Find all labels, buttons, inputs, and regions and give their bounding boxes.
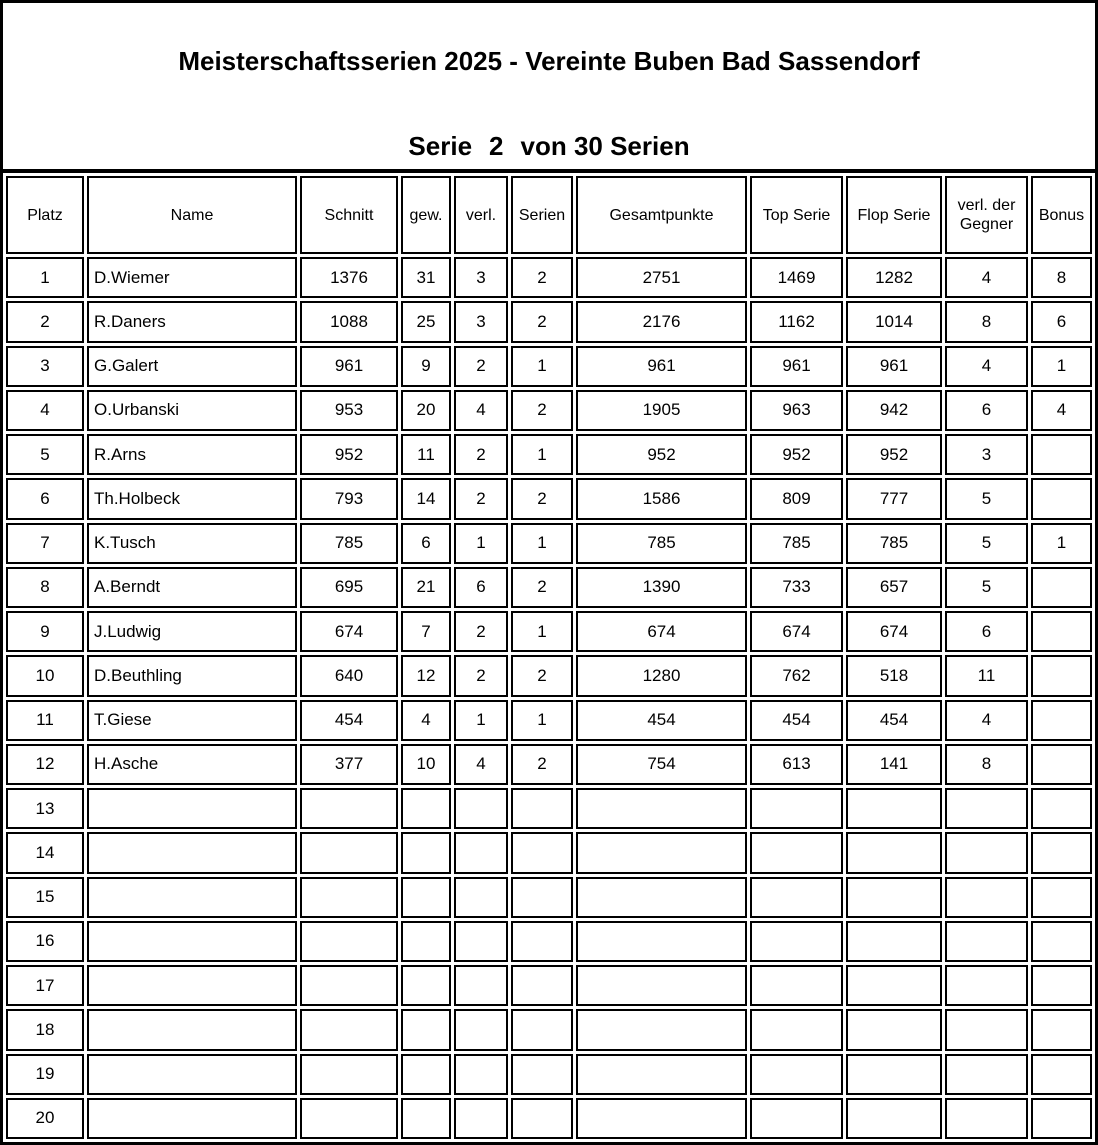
- table-row: [6, 832, 1092, 873]
- table-cell-verl-der-gegner: 8: [945, 744, 1028, 785]
- table-cell-top-serie: 961: [750, 346, 843, 387]
- table-cell-schnitt: [300, 1054, 398, 1095]
- table-cell-name: T.Giese: [87, 700, 297, 741]
- table-cell-schnitt: 674: [300, 611, 398, 652]
- table-cell-schnitt: 793: [300, 478, 398, 519]
- table-cell-verl: 3: [454, 257, 508, 298]
- table-cell-flop-serie: 674: [846, 611, 942, 652]
- column-header-verl: verl.: [454, 176, 508, 254]
- page-title: Meisterschaftsserien 2025 - Vereinte Buben Bad Sassendorf: [178, 46, 920, 76]
- table-cell-bonus: [1031, 700, 1092, 741]
- table-cell-schnitt: [300, 832, 398, 873]
- table-cell-name: D.Beuthling: [87, 655, 297, 696]
- table-cell-serien: 1: [511, 700, 573, 741]
- table-cell-schnitt: [300, 788, 398, 829]
- table-cell-top-serie: 762: [750, 655, 843, 696]
- table-cell-name: [87, 832, 297, 873]
- table-cell-serien: [511, 788, 573, 829]
- table-cell-name: [87, 877, 297, 918]
- table-cell-name: [87, 788, 297, 829]
- table-cell-name: D.Wiemer: [87, 257, 297, 298]
- table-cell-gew: 11: [401, 434, 451, 475]
- table-cell-serien: [511, 1098, 573, 1139]
- platz-cell: 18: [6, 1009, 84, 1050]
- table-cell-verl-der-gegner: 5: [945, 478, 1028, 519]
- table-header: [6, 176, 1092, 254]
- table-cell-serien: [511, 1009, 573, 1050]
- platz-cell: 20: [6, 1098, 84, 1139]
- table-cell-bonus: [1031, 567, 1092, 608]
- table-cell-verl-der-gegner: 4: [945, 700, 1028, 741]
- table-cell-flop-serie: 952: [846, 434, 942, 475]
- table-cell-schnitt: 961: [300, 346, 398, 387]
- table-cell-name: G.Galert: [87, 346, 297, 387]
- table-cell-gew: 9: [401, 346, 451, 387]
- table-cell-bonus: [1031, 478, 1092, 519]
- table-cell-name: J.Ludwig: [87, 611, 297, 652]
- table-cell-gesamtpunkte: 1390: [576, 567, 747, 608]
- platz-cell: 3: [6, 346, 84, 387]
- table-cell-top-serie: [750, 788, 843, 829]
- table-cell-gew: [401, 921, 451, 962]
- table-cell-top-serie: 454: [750, 700, 843, 741]
- table-cell-top-serie: 1162: [750, 301, 843, 342]
- table-cell-bonus: [1031, 1054, 1092, 1095]
- table-cell-flop-serie: 1282: [846, 257, 942, 298]
- table-cell-gesamtpunkte: [576, 788, 747, 829]
- table-cell-bonus: [1031, 965, 1092, 1006]
- table-cell-bonus: 1: [1031, 523, 1092, 564]
- table-cell-schnitt: [300, 965, 398, 1006]
- table-cell-gew: 10: [401, 744, 451, 785]
- table-cell-verl-der-gegner: 3: [945, 434, 1028, 475]
- platz-cell: 10: [6, 655, 84, 696]
- table-cell-gesamtpunkte: 2751: [576, 257, 747, 298]
- table-cell-gesamtpunkte: 674: [576, 611, 747, 652]
- table-row: [6, 611, 1092, 652]
- table-cell-gew: [401, 788, 451, 829]
- table-cell-gesamtpunkte: [576, 1009, 747, 1050]
- table-cell-serien: 1: [511, 611, 573, 652]
- table-cell-name: [87, 1054, 297, 1095]
- table-cell-verl: 6: [454, 567, 508, 608]
- table-cell-name: K.Tusch: [87, 523, 297, 564]
- platz-cell: 6: [6, 478, 84, 519]
- table-cell-gew: [401, 832, 451, 873]
- table-cell-top-serie: [750, 832, 843, 873]
- table-cell-gew: [401, 965, 451, 1006]
- table-cell-top-serie: 952: [750, 434, 843, 475]
- table-cell-gew: 4: [401, 700, 451, 741]
- column-header-top-serie: Top Serie: [750, 176, 843, 254]
- platz-cell: 17: [6, 965, 84, 1006]
- table-cell-name: [87, 1009, 297, 1050]
- table-cell-serien: 2: [511, 390, 573, 431]
- table-row: [6, 965, 1092, 1006]
- table-cell-gesamtpunkte: 1905: [576, 390, 747, 431]
- table-cell-verl: 1: [454, 700, 508, 741]
- table-cell-verl: [454, 1009, 508, 1050]
- table-cell-flop-serie: 1014: [846, 301, 942, 342]
- table-cell-gew: 31: [401, 257, 451, 298]
- table-row: [6, 390, 1092, 431]
- table-cell-schnitt: 454: [300, 700, 398, 741]
- table-cell-gesamtpunkte: 952: [576, 434, 747, 475]
- table-cell-bonus: [1031, 921, 1092, 962]
- platz-cell: 16: [6, 921, 84, 962]
- table-cell-bonus: [1031, 434, 1092, 475]
- table-cell-verl: [454, 921, 508, 962]
- platz-cell: 12: [6, 744, 84, 785]
- table-cell-flop-serie: [846, 788, 942, 829]
- table-cell-name: [87, 921, 297, 962]
- table-row: [6, 257, 1092, 298]
- table-cell-name: [87, 965, 297, 1006]
- table-cell-verl-der-gegner: 4: [945, 346, 1028, 387]
- column-header-bonus: Bonus: [1031, 176, 1092, 254]
- table-cell-serien: 2: [511, 567, 573, 608]
- table-row: [6, 1054, 1092, 1095]
- series-suffix: von 30 Serien: [520, 131, 690, 161]
- table-cell-schnitt: 377: [300, 744, 398, 785]
- platz-cell: 9: [6, 611, 84, 652]
- table-cell-verl: 3: [454, 301, 508, 342]
- table-cell-bonus: 8: [1031, 257, 1092, 298]
- table-cell-verl: [454, 877, 508, 918]
- table-row: [6, 921, 1092, 962]
- table-cell-schnitt: 1088: [300, 301, 398, 342]
- table-cell-top-serie: [750, 1054, 843, 1095]
- column-header-platz: Platz: [6, 176, 84, 254]
- table-cell-gesamtpunkte: [576, 1098, 747, 1139]
- table-cell-top-serie: 963: [750, 390, 843, 431]
- table-cell-gesamtpunkte: 1586: [576, 478, 747, 519]
- column-header-name: Name: [87, 176, 297, 254]
- table-cell-schnitt: 1376: [300, 257, 398, 298]
- table-cell-verl-der-gegner: [945, 921, 1028, 962]
- table-cell-verl: [454, 788, 508, 829]
- table-cell-flop-serie: [846, 965, 942, 1006]
- table-cell-name: R.Daners: [87, 301, 297, 342]
- table-cell-gew: 7: [401, 611, 451, 652]
- table-row: [6, 700, 1092, 741]
- table-cell-gew: [401, 877, 451, 918]
- table-cell-bonus: [1031, 877, 1092, 918]
- table-cell-flop-serie: [846, 877, 942, 918]
- table-cell-name: O.Urbanski: [87, 390, 297, 431]
- platz-cell: 13: [6, 788, 84, 829]
- platz-cell: 5: [6, 434, 84, 475]
- table-cell-schnitt: [300, 1098, 398, 1139]
- table-cell-gew: 12: [401, 655, 451, 696]
- table-cell-top-serie: [750, 1009, 843, 1050]
- table-cell-gew: 21: [401, 567, 451, 608]
- table-cell-flop-serie: 785: [846, 523, 942, 564]
- table-cell-schnitt: [300, 921, 398, 962]
- table-cell-gesamtpunkte: [576, 965, 747, 1006]
- table-cell-bonus: [1031, 611, 1092, 652]
- table-cell-flop-serie: [846, 1098, 942, 1139]
- table-cell-verl-der-gegner: 11: [945, 655, 1028, 696]
- table-cell-gew: [401, 1098, 451, 1139]
- table-cell-name: R.Arns: [87, 434, 297, 475]
- table-cell-serien: [511, 877, 573, 918]
- title-area: [3, 3, 1095, 173]
- table-cell-gesamtpunkte: 961: [576, 346, 747, 387]
- table-cell-name: [87, 1098, 297, 1139]
- table-cell-serien: [511, 832, 573, 873]
- table-cell-name: H.Asche: [87, 744, 297, 785]
- table-cell-schnitt: 785: [300, 523, 398, 564]
- platz-cell: 8: [6, 567, 84, 608]
- table-cell-serien: 2: [511, 655, 573, 696]
- table-cell-serien: [511, 921, 573, 962]
- table-cell-verl-der-gegner: 6: [945, 390, 1028, 431]
- table-cell-flop-serie: [846, 1009, 942, 1050]
- table-cell-bonus: [1031, 788, 1092, 829]
- table-cell-schnitt: 953: [300, 390, 398, 431]
- table-cell-gew: 25: [401, 301, 451, 342]
- column-header-gew: gew.: [401, 176, 451, 254]
- table-cell-verl-der-gegner: 8: [945, 301, 1028, 342]
- table-cell-gesamtpunkte: [576, 1054, 747, 1095]
- platz-cell: 4: [6, 390, 84, 431]
- table-cell-bonus: [1031, 744, 1092, 785]
- table-cell-gew: 20: [401, 390, 451, 431]
- table-cell-flop-serie: 942: [846, 390, 942, 431]
- table-cell-bonus: [1031, 1098, 1092, 1139]
- table-cell-verl: 2: [454, 434, 508, 475]
- column-header-verl-der-gegner: verl. der Gegner: [945, 176, 1028, 254]
- table-cell-bonus: [1031, 1009, 1092, 1050]
- table-cell-verl-der-gegner: [945, 788, 1028, 829]
- table-row: [6, 788, 1092, 829]
- table-cell-serien: [511, 965, 573, 1006]
- table-cell-verl: 2: [454, 478, 508, 519]
- table-cell-bonus: 1: [1031, 346, 1092, 387]
- platz-cell: 2: [6, 301, 84, 342]
- table-cell-gesamtpunkte: 1280: [576, 655, 747, 696]
- table-cell-schnitt: [300, 877, 398, 918]
- table-cell-top-serie: 613: [750, 744, 843, 785]
- table-cell-top-serie: [750, 1098, 843, 1139]
- column-header-serien: Serien: [511, 176, 573, 254]
- table-cell-verl-der-gegner: 4: [945, 257, 1028, 298]
- table-cell-gesamtpunkte: 785: [576, 523, 747, 564]
- table-cell-flop-serie: [846, 832, 942, 873]
- platz-cell: 15: [6, 877, 84, 918]
- table-cell-flop-serie: 777: [846, 478, 942, 519]
- table-cell-top-serie: 733: [750, 567, 843, 608]
- table-cell-bonus: [1031, 832, 1092, 873]
- table-cell-serien: 2: [511, 478, 573, 519]
- standings-table: [3, 173, 1095, 1142]
- table-row: [6, 1098, 1092, 1139]
- table-cell-gesamtpunkte: [576, 921, 747, 962]
- table-cell-schnitt: 952: [300, 434, 398, 475]
- table-cell-gew: 6: [401, 523, 451, 564]
- table-cell-flop-serie: 454: [846, 700, 942, 741]
- table-cell-verl-der-gegner: 5: [945, 567, 1028, 608]
- table-cell-name: A.Berndt: [87, 567, 297, 608]
- table-cell-gesamtpunkte: 454: [576, 700, 747, 741]
- table-cell-bonus: [1031, 655, 1092, 696]
- table-body: [6, 257, 1092, 1139]
- column-header-flop-serie: Flop Serie: [846, 176, 942, 254]
- table-cell-verl: [454, 965, 508, 1006]
- platz-cell: 14: [6, 832, 84, 873]
- table-cell-verl: 4: [454, 390, 508, 431]
- series-subtitle: [3, 131, 1095, 161]
- table-cell-verl-der-gegner: [945, 877, 1028, 918]
- table-row: [6, 655, 1092, 696]
- platz-cell: 1: [6, 257, 84, 298]
- table-cell-top-serie: [750, 965, 843, 1006]
- table-cell-flop-serie: 657: [846, 567, 942, 608]
- table-cell-serien: 2: [511, 744, 573, 785]
- table-row: [6, 346, 1092, 387]
- table-cell-verl: 4: [454, 744, 508, 785]
- table-cell-flop-serie: 141: [846, 744, 942, 785]
- table-cell-verl: [454, 1054, 508, 1095]
- table-row: [6, 523, 1092, 564]
- series-number: 2: [489, 131, 504, 161]
- table-cell-serien: 2: [511, 257, 573, 298]
- series-label: Serie: [408, 131, 473, 161]
- table-cell-verl: [454, 1098, 508, 1139]
- platz-cell: 19: [6, 1054, 84, 1095]
- table-cell-serien: [511, 1054, 573, 1095]
- platz-cell: 11: [6, 700, 84, 741]
- table-cell-serien: 1: [511, 434, 573, 475]
- table-cell-name: Th.Holbeck: [87, 478, 297, 519]
- platz-cell: 7: [6, 523, 84, 564]
- table-cell-schnitt: 640: [300, 655, 398, 696]
- table-cell-verl-der-gegner: [945, 1009, 1028, 1050]
- table-cell-verl: 2: [454, 655, 508, 696]
- column-header-schnitt: Schnitt: [300, 176, 398, 254]
- table-row: [6, 567, 1092, 608]
- table-cell-top-serie: 1469: [750, 257, 843, 298]
- table-cell-serien: 1: [511, 523, 573, 564]
- table-row: [6, 744, 1092, 785]
- table-cell-bonus: 6: [1031, 301, 1092, 342]
- column-header-gesamtpunkte: Gesamtpunkte: [576, 176, 747, 254]
- table-cell-gew: [401, 1009, 451, 1050]
- table-cell-gew: [401, 1054, 451, 1095]
- table-cell-verl-der-gegner: [945, 1098, 1028, 1139]
- table-cell-top-serie: 809: [750, 478, 843, 519]
- table-cell-top-serie: 674: [750, 611, 843, 652]
- table-cell-flop-serie: [846, 1054, 942, 1095]
- table-cell-verl-der-gegner: 5: [945, 523, 1028, 564]
- table-cell-top-serie: [750, 877, 843, 918]
- table-cell-verl-der-gegner: [945, 832, 1028, 873]
- table-row: [6, 434, 1092, 475]
- table-cell-schnitt: 695: [300, 567, 398, 608]
- table-cell-gesamtpunkte: 2176: [576, 301, 747, 342]
- table-cell-bonus: 4: [1031, 390, 1092, 431]
- table-cell-flop-serie: 518: [846, 655, 942, 696]
- table-cell-gew: 14: [401, 478, 451, 519]
- table-cell-gesamtpunkte: [576, 877, 747, 918]
- table-cell-serien: 2: [511, 301, 573, 342]
- table-cell-gesamtpunkte: 754: [576, 744, 747, 785]
- table-header-row: [6, 176, 1092, 254]
- table-cell-schnitt: [300, 1009, 398, 1050]
- table-cell-verl-der-gegner: [945, 965, 1028, 1006]
- table-cell-serien: 1: [511, 346, 573, 387]
- table-cell-verl: [454, 832, 508, 873]
- table-cell-flop-serie: [846, 921, 942, 962]
- table-cell-verl: 2: [454, 611, 508, 652]
- table-cell-verl: 1: [454, 523, 508, 564]
- table-row: [6, 1009, 1092, 1050]
- table-row: [6, 877, 1092, 918]
- table-cell-verl-der-gegner: [945, 1054, 1028, 1095]
- table-row: [6, 478, 1092, 519]
- table-cell-top-serie: [750, 921, 843, 962]
- table-row: [6, 301, 1092, 342]
- table-cell-verl: 2: [454, 346, 508, 387]
- table-cell-flop-serie: 961: [846, 346, 942, 387]
- table-cell-verl-der-gegner: 6: [945, 611, 1028, 652]
- table-cell-gesamtpunkte: [576, 832, 747, 873]
- table-cell-top-serie: 785: [750, 523, 843, 564]
